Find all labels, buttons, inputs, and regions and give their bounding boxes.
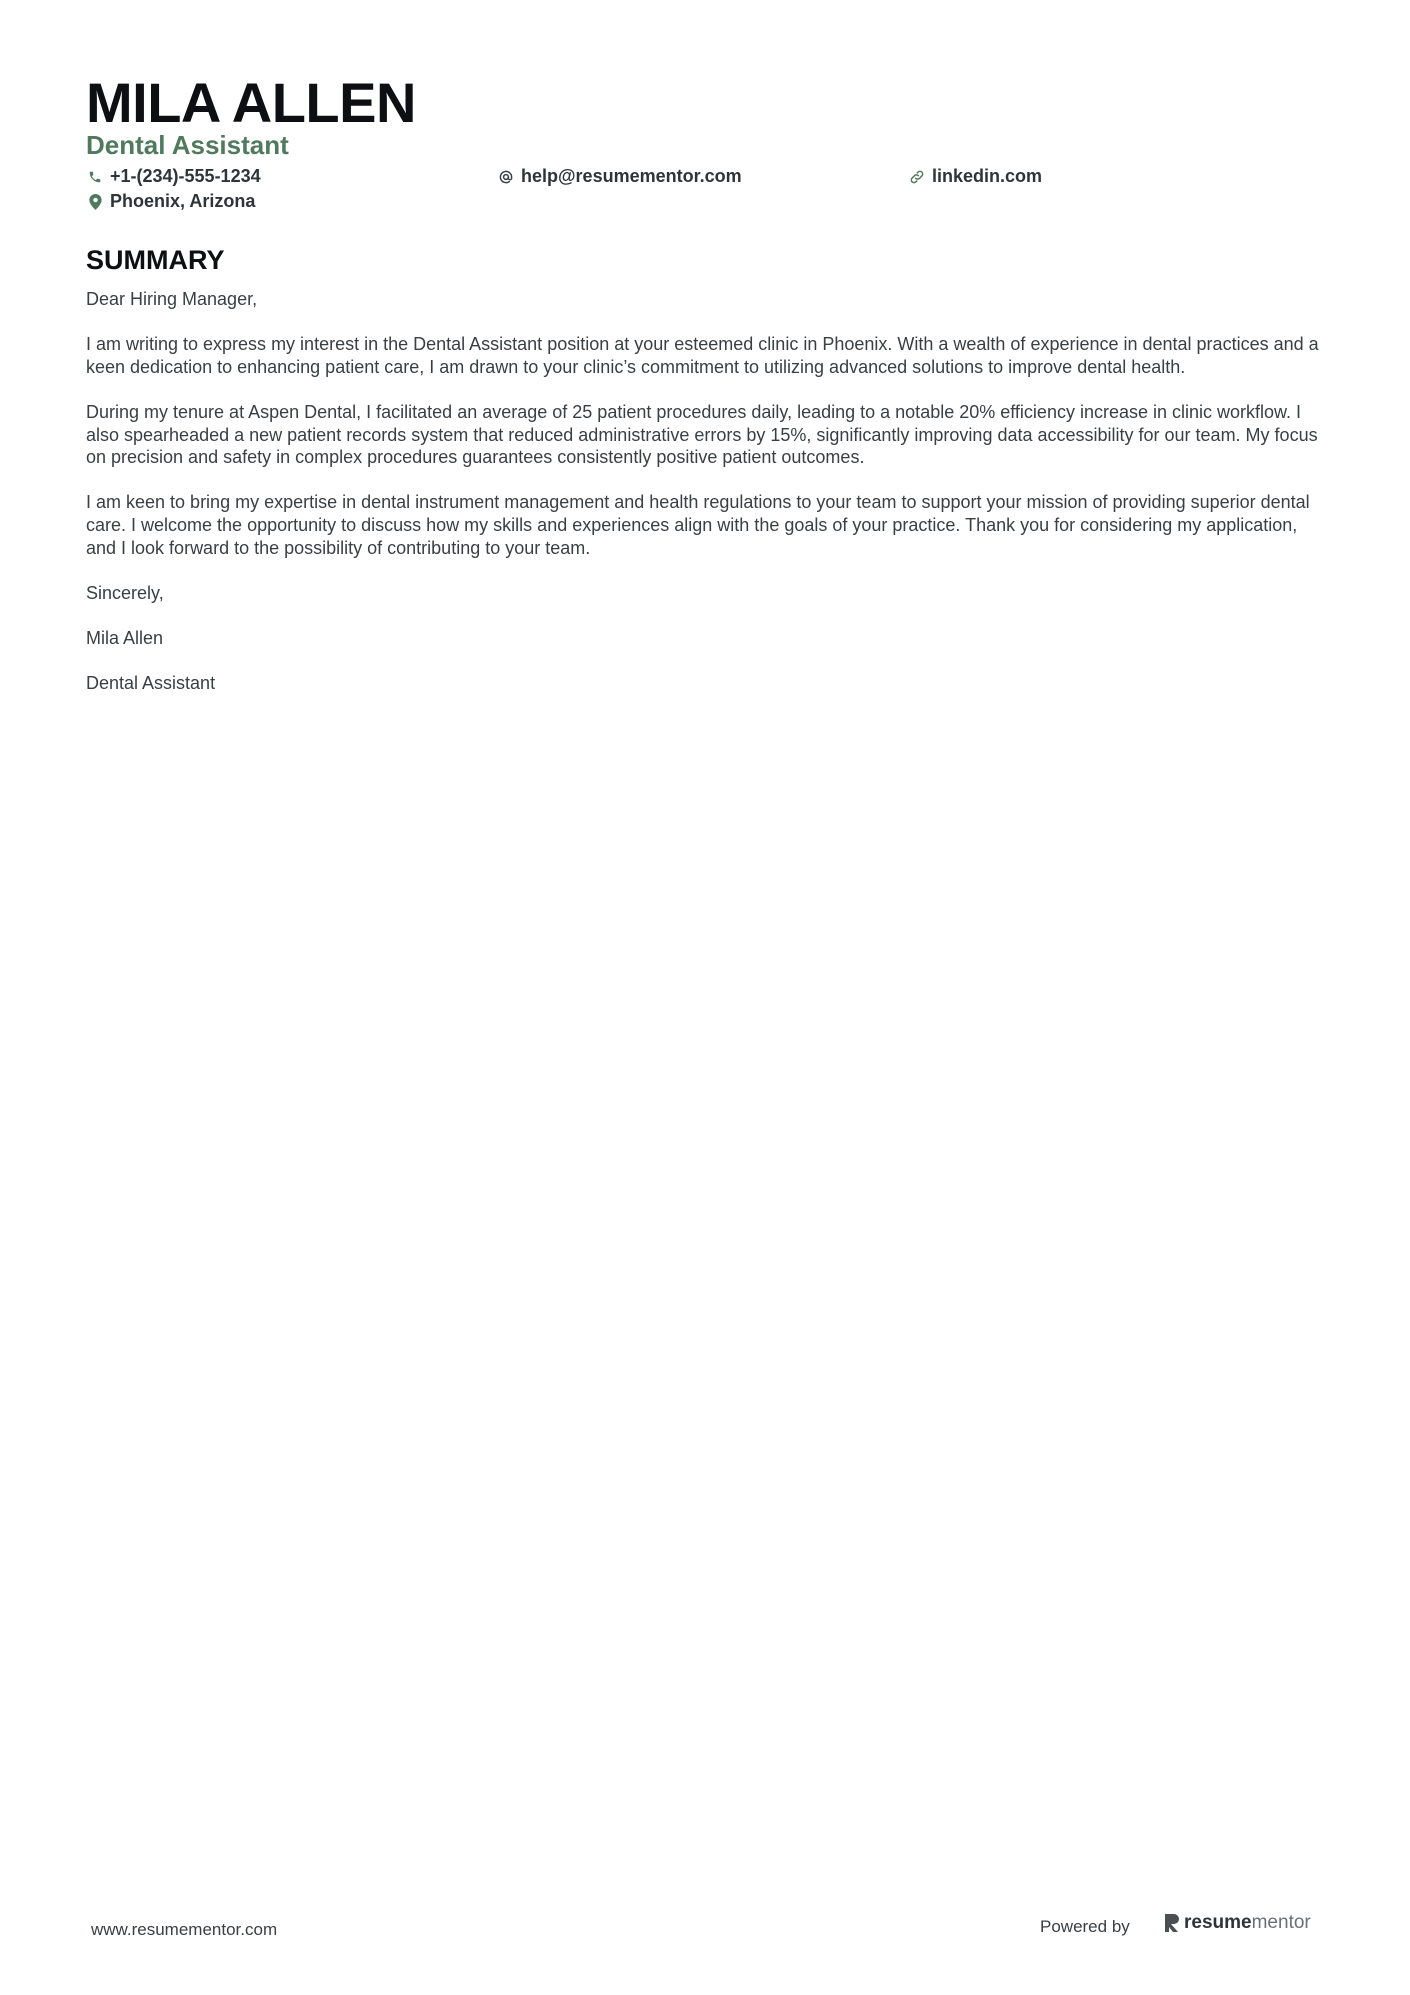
powered-by-label: Powered by: [1040, 1917, 1130, 1936]
signature-title: Dental Assistant: [86, 673, 216, 694]
contact-email: [497, 166, 742, 187]
letter-paragraph: I am writing to express my interest in the Dental Assistant position at your esteemed clinic in Phoenix. With a wealth of experience in dental practices and a keen dedication to enhancing patient care, I am drawn to your clinic’s commitment to utilizing advanced solutions to improve dental health.: [86, 334, 1319, 377]
letter-greeting: Dear Hiring Manager,: [86, 289, 258, 309]
brand-wordmark: [1184, 1912, 1311, 1934]
brand-light: mentor: [1251, 1912, 1311, 1933]
link-icon: [908, 168, 926, 186]
location-text: Phoenix, Arizona: [110, 191, 256, 211]
section-title-summary: SUMMARY: [86, 245, 225, 275]
letter-paragraph: I am keen to bring my expertise in dental instrument management and health regulations to your team to support your mission of providing superior dental care. I welcome the opportunity to discuss how my skills and experiences align with the goals of your practice. Thank you for considering my application, and I look forward to the possibility of contributing to your team.: [86, 492, 1310, 558]
signature-name: Mila Allen: [86, 627, 164, 648]
contact-location: [86, 191, 255, 212]
brand-bold: resume: [1184, 1912, 1252, 1933]
footer-url[interactable]: www.resumementor.com: [91, 1920, 278, 1939]
phone-text: +1-(234)-555-1234: [110, 166, 261, 186]
contact-phone: [86, 166, 261, 187]
letter-paragraph: During my tenure at Aspen Dental, I facilitated an average of 25 patient procedures daily, leading to a notable 20% efficiency increase in clinic workflow. I also spearheaded a new patient records system that reduced administrative errors by 15%, significantly improving data accessibility for our team. My focus on precision and safety in complex procedures guarantees consistently positive patient outcomes.: [86, 401, 1318, 468]
cover-letter-body: [86, 288, 1326, 717]
letter-closing: Sincerely,: [86, 582, 164, 603]
brand-logo[interactable]: [1163, 1912, 1311, 1934]
phone-icon: [86, 168, 104, 186]
brand-mark-icon: [1163, 1912, 1181, 1934]
map-pin-icon: [86, 193, 104, 211]
candidate-role: Dental Assistant: [86, 130, 289, 160]
contact-link: [908, 166, 1042, 187]
candidate-name: MILA ALLEN: [86, 71, 416, 134]
link-text[interactable]: linkedin.com: [932, 166, 1043, 186]
email-text[interactable]: help@resumementor.com: [521, 166, 742, 186]
at-icon: [497, 168, 515, 186]
